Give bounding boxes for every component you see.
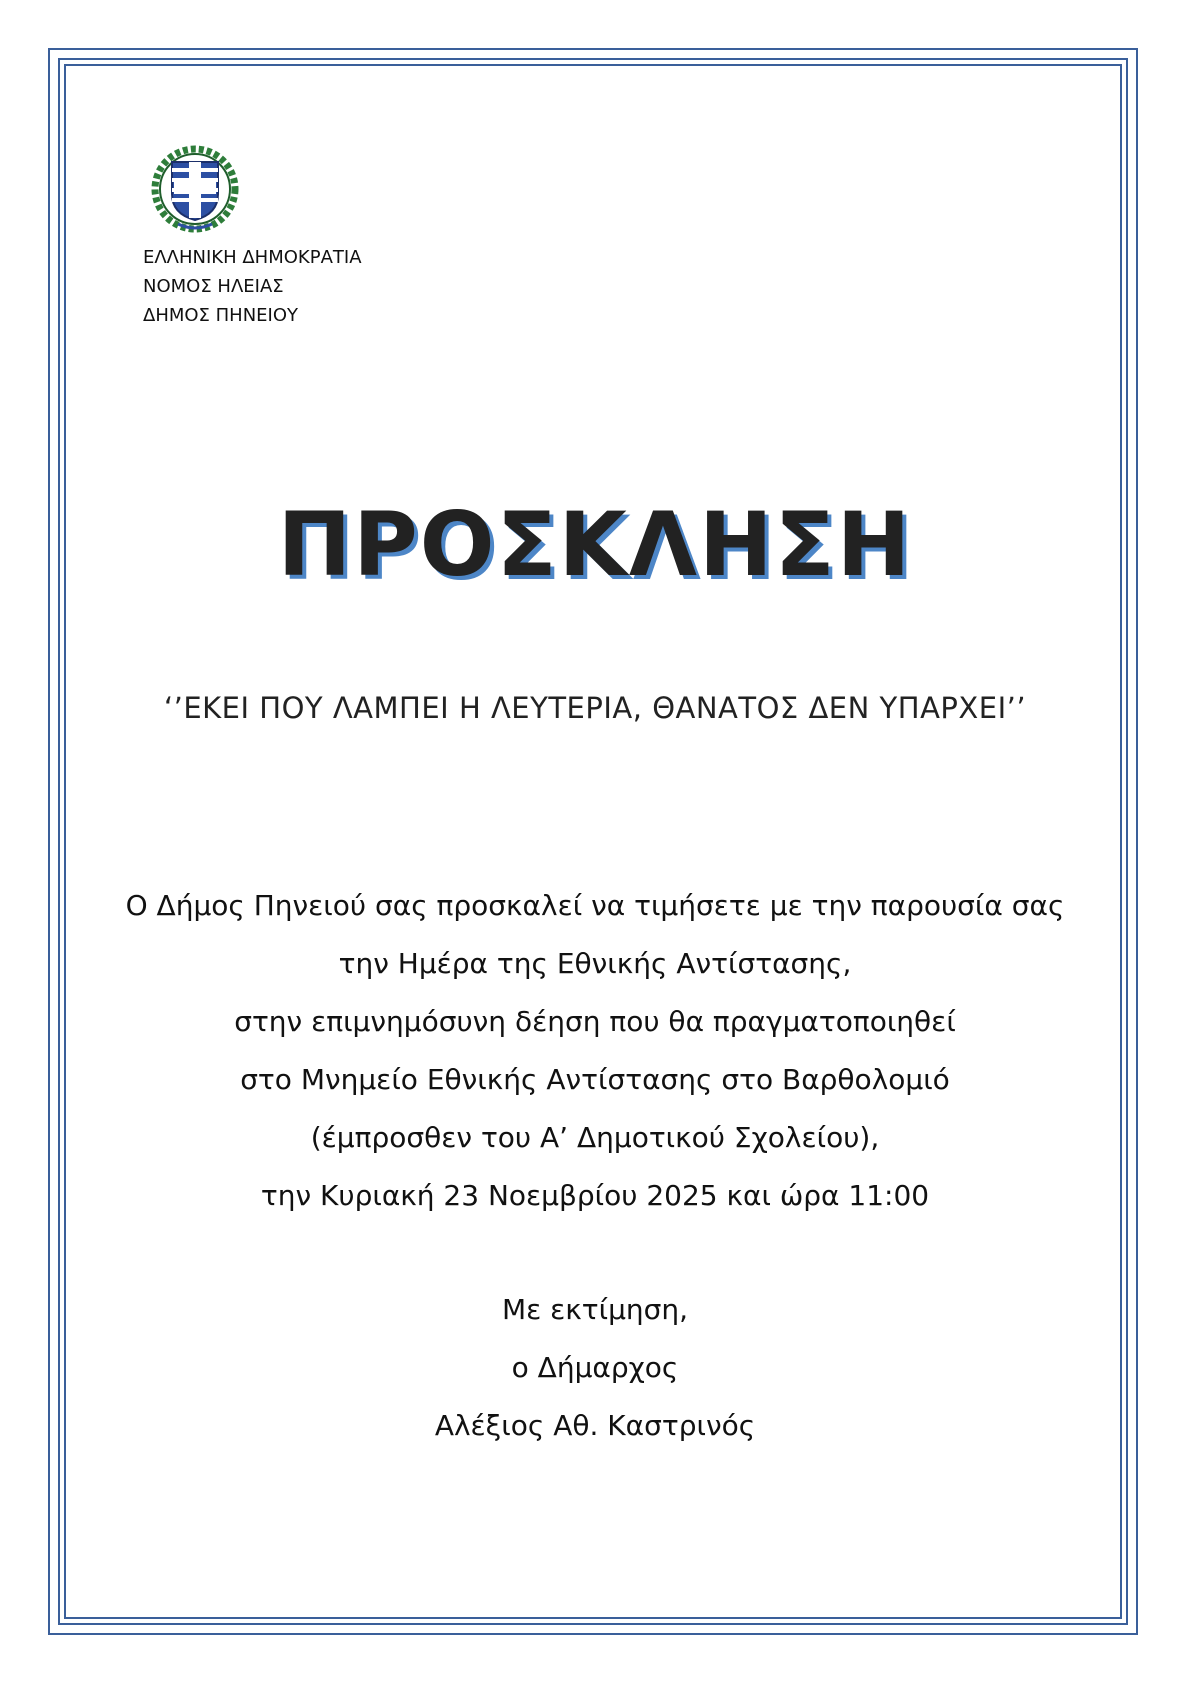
greek-coat-of-arms-icon bbox=[150, 144, 240, 234]
signoff-role: ο Δήμαρχος bbox=[511, 1351, 679, 1384]
header-prefecture: ΝΟΜΟΣ ΗΛΕΙΑΣ bbox=[143, 276, 284, 297]
body-line: στο Μνημείο Εθνικής Αντίστασης στο Βαρθολομιό bbox=[240, 1063, 950, 1096]
body-line: (έμπροσθεν του Α’ Δημοτικού Σχολείου), bbox=[310, 1121, 880, 1154]
body-line: την Κυριακή 23 Νοεμβρίου 2025 και ώρα 11:00 bbox=[260, 1179, 930, 1212]
invitation-body bbox=[0, 877, 1190, 1225]
body-line: την Ημέρα της Εθνικής Αντίστασης, bbox=[338, 947, 852, 980]
signature-block bbox=[0, 1281, 1190, 1455]
body-line: στην επιμνημόσυνη δέηση που θα πραγματοποιηθεί bbox=[234, 1005, 956, 1038]
header-municipality: ΔΗΜΟΣ ΠΗΝΕΙΟΥ bbox=[143, 305, 299, 326]
header-country: ΕΛΛΗΝΙΚΗ ΔΗΜΟΚΡΑΤΙΑ bbox=[143, 247, 362, 268]
body-line: Ο Δήμος Πηνειού σας προσκαλεί να τιμήσετε με την παρουσία σας bbox=[125, 889, 1065, 922]
signoff-name: Αλέξιος Αθ. Καστρινός bbox=[434, 1409, 756, 1442]
issuer-header bbox=[143, 243, 362, 330]
signoff-greeting: Με εκτίμηση, bbox=[501, 1293, 689, 1326]
quote: ‘’ΕΚΕΙ ΠΟΥ ΛΑΜΠΕΙ Η ΛΕΥΤΕΡΙΑ, ΘΑΝΑΤΟΣ ΔΕΝ ΥΠΑΡΧΕΙ’’ bbox=[163, 691, 1027, 725]
page-title: ΠΡΟΣΚΛΗΣΗ bbox=[277, 493, 913, 596]
